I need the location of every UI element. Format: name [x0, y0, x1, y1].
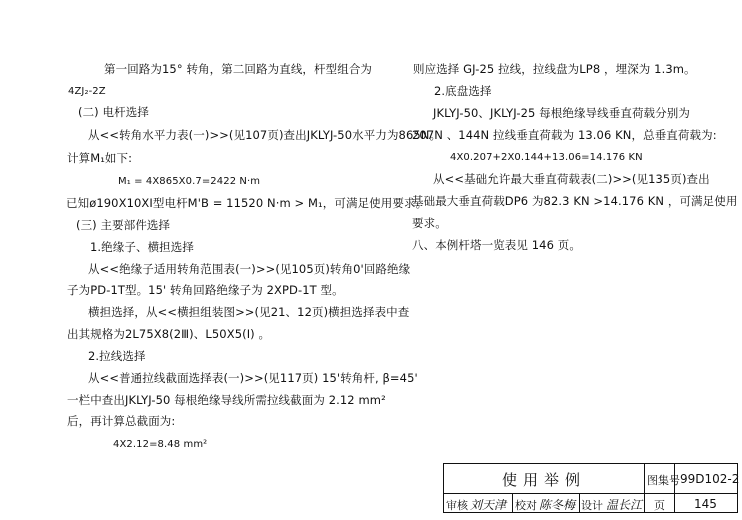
- review-signature: 刘天津: [470, 498, 507, 512]
- pole-type-combo: 4ZJ₂-2Z: [68, 86, 106, 97]
- text-line: 一栏中查出JKLYJ-50 每根绝缘导线所需拉线截面为 2.12 mm²: [67, 393, 386, 407]
- section-heading-tower-list: 八、本例杆塔一览表见 146 页。: [412, 238, 581, 252]
- design-label: 设计: [581, 499, 603, 512]
- sub-heading-insulator: 1.绝缘子、横担选择: [90, 240, 194, 254]
- sub-heading-guy: 2.拉线选择: [88, 349, 146, 363]
- divider: [512, 493, 513, 512]
- check-label: 校对: [515, 499, 537, 512]
- formula: 4X0.207+2X0.144+13.06=14.176 KN: [450, 152, 643, 163]
- text-line: 第一回路为15° 转角，第二回路为直线，杆型组合为: [104, 62, 373, 76]
- page-label: 页: [654, 499, 665, 512]
- divider: [444, 493, 737, 494]
- sub-heading-baseplate: 2.底盘选择: [434, 84, 492, 98]
- title-block: [443, 463, 738, 513]
- text-line: 从<<转角水平力表(一)>>(见107页)查出JKLYJ-50水平力为865N。: [88, 128, 442, 142]
- text-line: JKLYJ-50、JKLYJ-25 每根绝缘导线垂直荷载分别为: [433, 106, 690, 120]
- formula: 4X2.12=8.48 mm²: [113, 439, 208, 450]
- text-line: 计算M₁如下:: [67, 151, 133, 165]
- check-signature: 陈冬梅: [539, 498, 576, 512]
- text-line: 已知ø190X10XⅠ型电杆M'B = 11520 N·m > M₁，可满足使用要求。: [66, 196, 428, 210]
- text-line: 出其规格为2L75X8(2Ⅲ)、L50X5(Ⅰ) 。: [67, 327, 271, 341]
- atlas-label: 图集号: [647, 474, 680, 487]
- text-line: 从<<基础允许最大垂直荷载表(二)>>(见135页)查出: [433, 172, 710, 186]
- section-heading-pole: (二) 电杆选择: [78, 105, 149, 119]
- text-line: 子为PD-1T型。15' 转角回路绝缘子为 2XPD-1T 型。: [67, 283, 344, 297]
- design-signature: 温长江: [606, 498, 643, 512]
- text-line: 横担选择，从<<横担组装图>>(见21、12页)横担选择表中查: [88, 305, 410, 319]
- divider: [579, 493, 580, 512]
- review-label: 审核: [446, 499, 468, 512]
- atlas-number: 99D102-2: [680, 472, 740, 486]
- text-line: 后，再计算总截面为:: [67, 414, 176, 428]
- drawing-title: 使用举例: [501, 471, 586, 489]
- divider: [644, 464, 645, 512]
- text-line: 从<<普通拉线截面选择表(一)>>(见117页) 15'转角杆, β=45': [88, 371, 418, 385]
- text-line: 基础最大垂直荷载DP6 为82.3 KN >14.176 KN ，可满足使用: [412, 194, 738, 208]
- text-line: 从<<绝缘子适用转角范围表(一)>>(见105页)转角0'回路绝缘: [88, 262, 411, 276]
- section-heading-parts: (三) 主要部件选择: [76, 218, 171, 232]
- formula: M₁ = 4X865X0.7=2422 N·m: [118, 176, 261, 187]
- text-line: 要求。: [412, 216, 447, 230]
- text-line: 则应选择 GJ-25 拉线，拉线盘为LP8 ，埋深为 1.3m。: [413, 62, 696, 76]
- text-line: 207N 、144N 拉线垂直荷载为 13.06 KN，总垂直荷载为:: [412, 128, 717, 142]
- page-number: 145: [694, 497, 717, 511]
